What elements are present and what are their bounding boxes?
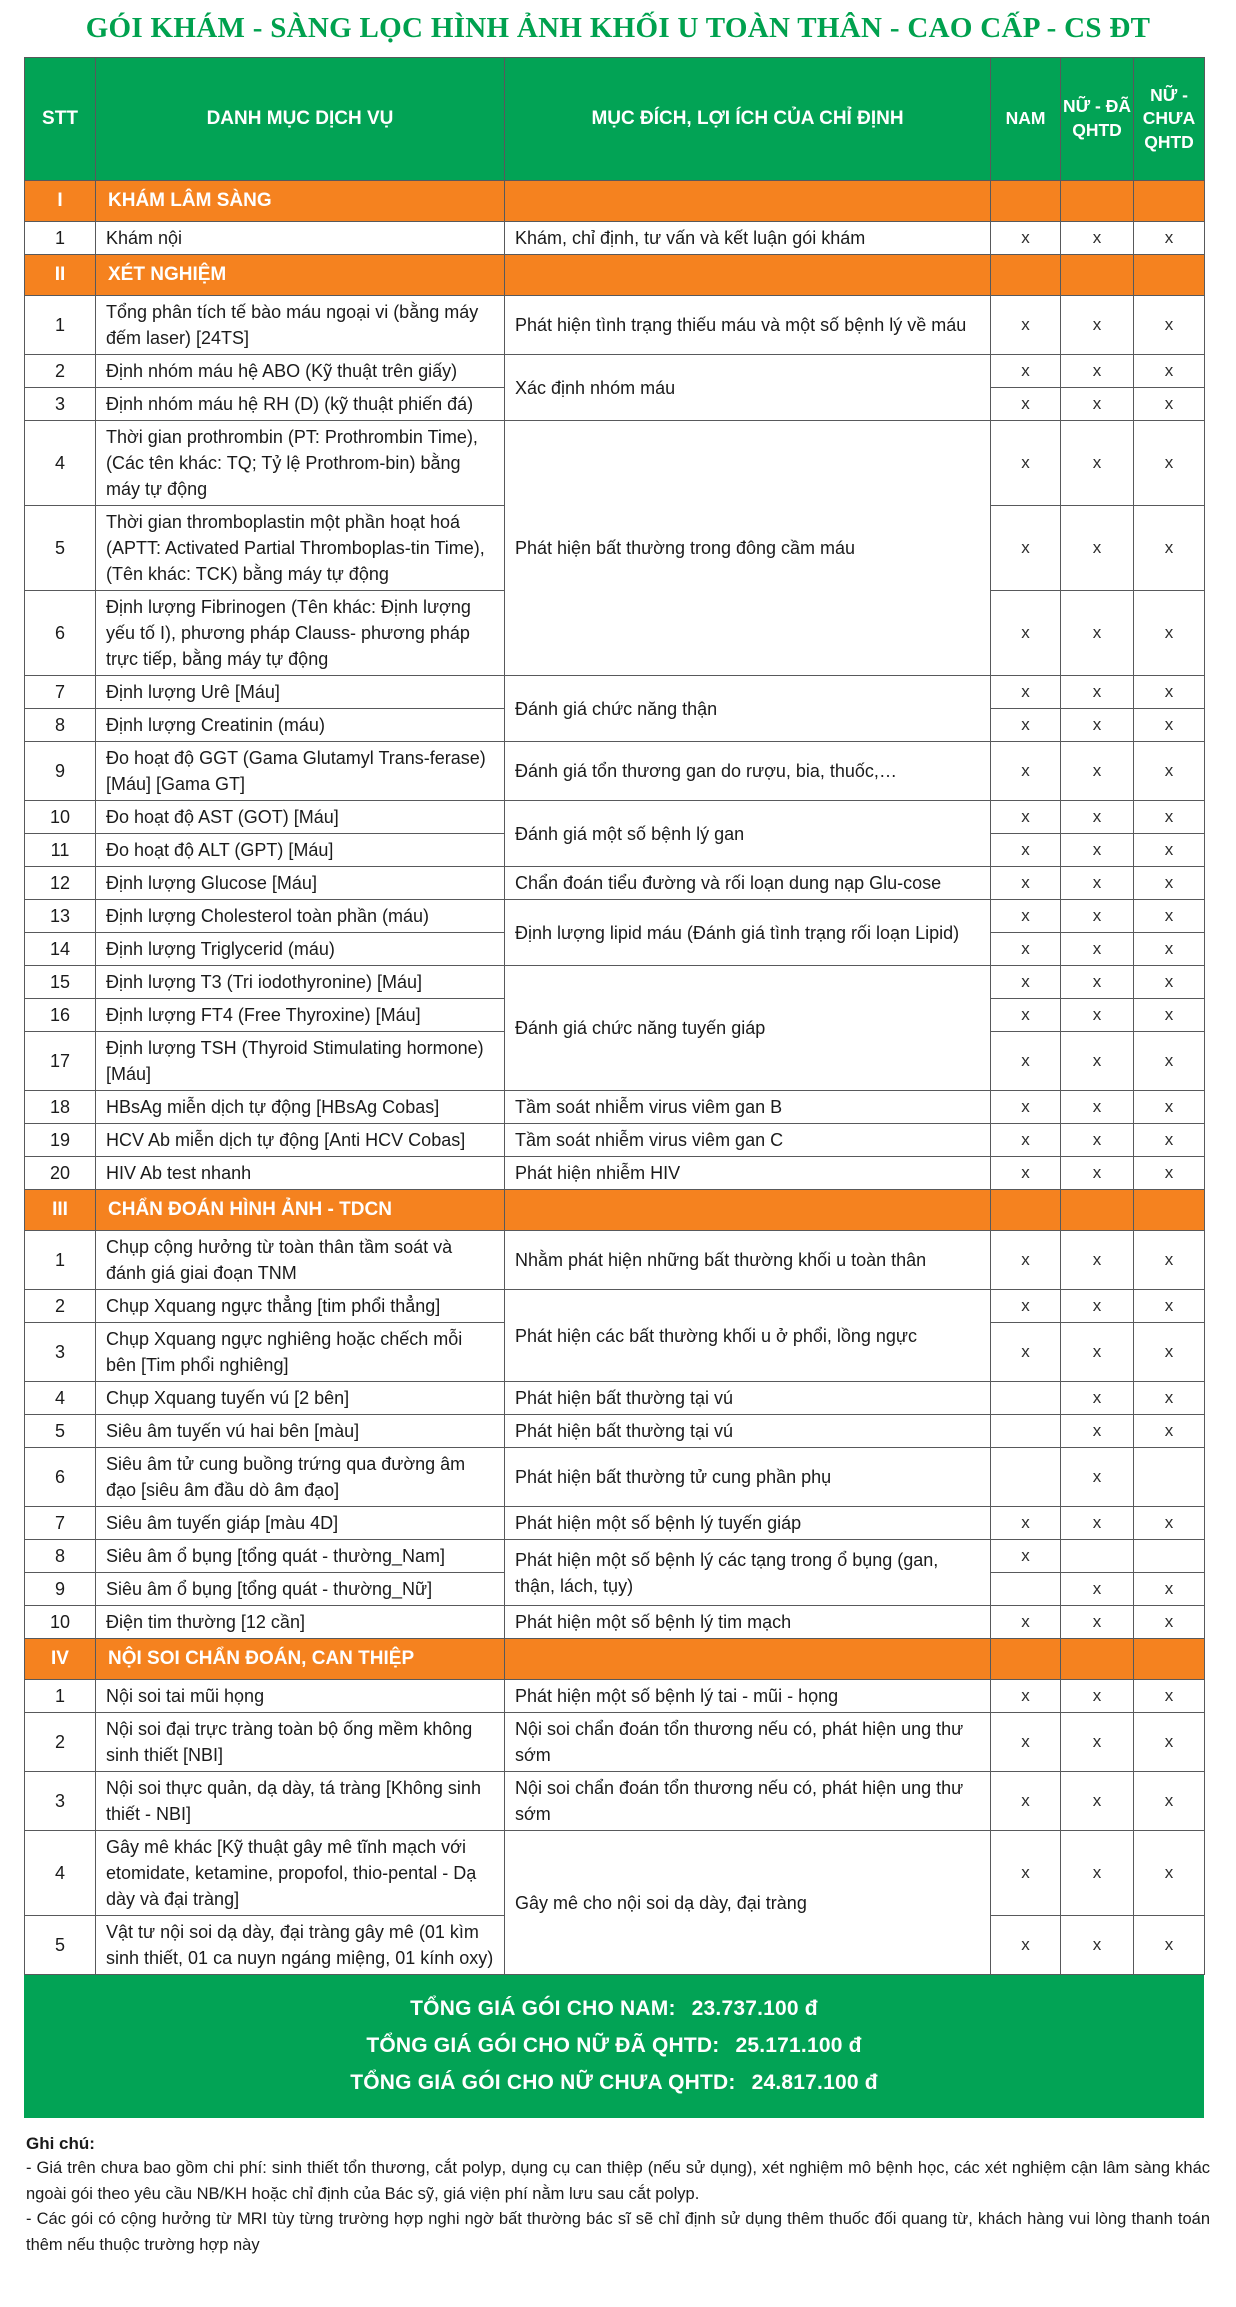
header-purpose: MỤC ĐÍCH, LỢI ÍCH CỦA CHỈ ĐỊNH [505, 58, 991, 181]
section-empty-cell [991, 181, 1061, 222]
section-empty-cell [1134, 1639, 1205, 1680]
purpose-cell: Đánh giá chức năng thận [505, 676, 991, 742]
nu-chua-cell: x [1134, 1157, 1205, 1190]
stt-cell: 6 [25, 1448, 96, 1507]
nu-chua-cell: x [1134, 801, 1205, 834]
service-cell: Định lượng Triglycerid (máu) [96, 933, 505, 966]
nu-da-cell: x [1061, 742, 1134, 801]
section-row-noi-soi [25, 1639, 1205, 1680]
table-row [25, 742, 1205, 801]
section-empty-cell [505, 1190, 991, 1231]
service-cell: Định lượng Glucose [Máu] [96, 867, 505, 900]
nu-da-cell: x [1061, 1772, 1134, 1831]
section-empty-cell [505, 1639, 991, 1680]
section-roman: IV [25, 1639, 96, 1680]
nu-chua-cell: x [1134, 966, 1205, 999]
section-empty-cell [1061, 181, 1134, 222]
table-row [25, 966, 1205, 999]
service-cell: Thời gian prothrombin (PT: Prothrombin Time), (Các tên khác: TQ; Tỷ lệ Prothrom-bin) bằng máy tự động [96, 421, 505, 506]
service-cell: HBsAg miễn dịch tự động [HBsAg Cobas] [96, 1091, 505, 1124]
section-empty-cell [505, 181, 991, 222]
nam-cell: x [991, 933, 1061, 966]
purpose-cell: Phát hiện bất thường tại vú [505, 1382, 991, 1415]
nu-da-cell: x [1061, 1831, 1134, 1916]
nu-chua-cell: x [1134, 1916, 1205, 1975]
nu-chua-cell: x [1134, 1032, 1205, 1091]
nam-cell: x [991, 421, 1061, 506]
nu-chua-cell: x [1134, 1573, 1205, 1606]
nu-da-cell: x [1061, 355, 1134, 388]
nu-chua-cell: x [1134, 933, 1205, 966]
purpose-cell: Gây mê cho nội soi dạ dày, đại tràng [505, 1831, 991, 1975]
total-value: 25.171.100 đ [735, 2034, 862, 2057]
service-cell: Định lượng T3 (Tri iodothyronine) [Máu] [96, 966, 505, 999]
nu-da-cell: x [1061, 1415, 1134, 1448]
stt-cell: 4 [25, 421, 96, 506]
nu-da-cell: x [1061, 296, 1134, 355]
nu-da-cell: x [1061, 506, 1134, 591]
purpose-cell: Tầm soát nhiễm virus viêm gan C [505, 1124, 991, 1157]
service-cell: Điện tim thường [12 cần] [96, 1606, 505, 1639]
header-nu-da-qhtd: NỮ - ĐÃ QHTD [1061, 58, 1134, 181]
header-nam: NAM [991, 58, 1061, 181]
stt-cell: 16 [25, 999, 96, 1032]
nu-chua-cell [1134, 1540, 1205, 1573]
table-row [25, 1540, 1205, 1573]
nam-cell: x [991, 1231, 1061, 1290]
nu-chua-cell: x [1134, 1091, 1205, 1124]
service-cell: Chụp Xquang ngực thẳng [tim phổi thẳng] [96, 1290, 505, 1323]
service-cell: Định lượng Creatinin (máu) [96, 709, 505, 742]
service-cell: Siêu âm tử cung buồng trứng qua đường âm đạo [siêu âm đầu dò âm đạo] [96, 1448, 505, 1507]
nam-cell: x [991, 801, 1061, 834]
table-row [25, 421, 1205, 506]
nu-da-cell: x [1061, 933, 1134, 966]
nu-da-cell [1061, 1540, 1134, 1573]
service-cell: Định lượng Urê [Máu] [96, 676, 505, 709]
stt-cell: 2 [25, 1290, 96, 1323]
stt-cell: 9 [25, 742, 96, 801]
table-row [25, 1606, 1205, 1639]
stt-cell: 2 [25, 355, 96, 388]
nu-chua-cell: x [1134, 506, 1205, 591]
stt-cell: 7 [25, 1507, 96, 1540]
nu-da-cell: x [1061, 867, 1134, 900]
service-cell: Định lượng Cholesterol toàn phần (máu) [96, 900, 505, 933]
table-row [25, 1290, 1205, 1323]
nu-chua-cell: x [1134, 591, 1205, 676]
table-row [25, 867, 1205, 900]
section-empty-cell [1134, 255, 1205, 296]
table-row [25, 1507, 1205, 1540]
section-empty-cell [991, 255, 1061, 296]
purpose-cell: Chẩn đoán tiểu đường và rối loạn dung nạp Glu-cose [505, 867, 991, 900]
stt-cell: 18 [25, 1091, 96, 1124]
service-cell: HCV Ab miễn dịch tự động [Anti HCV Cobas] [96, 1124, 505, 1157]
section-empty-cell [991, 1190, 1061, 1231]
service-cell: Đo hoạt độ ALT (GPT) [Máu] [96, 834, 505, 867]
nam-cell: x [991, 355, 1061, 388]
section-row-chan-doan-hinh-anh [25, 1190, 1205, 1231]
nu-chua-cell: x [1134, 1713, 1205, 1772]
stt-cell: 5 [25, 506, 96, 591]
note-line-pricing: - Giá trên chưa bao gồm chi phí: sinh thiết tổn thương, cắt polyp, dụng cụ can thiệp (nếu sử dụng), xét nghiệm mô bệnh học, các xét nghiệm cận lâm sàng khác ngoài gói theo yêu cầu NB/KH hoặc chỉ định của Bác sỹ, giá viện phí nằm lưu sau cắt polyp. [26, 2159, 1210, 2203]
stt-cell: 10 [25, 1606, 96, 1639]
nu-chua-cell: x [1134, 296, 1205, 355]
stt-cell: 19 [25, 1124, 96, 1157]
section-roman: I [25, 181, 96, 222]
service-cell: Chụp Xquang tuyến vú [2 bên] [96, 1382, 505, 1415]
section-name: CHẨN ĐOÁN HÌNH ẢNH - TDCN [96, 1190, 505, 1231]
service-cell: Định lượng FT4 (Free Thyroxine) [Máu] [96, 999, 505, 1032]
nu-chua-cell: x [1134, 222, 1205, 255]
section-empty-cell [1134, 1190, 1205, 1231]
stt-cell: 5 [25, 1916, 96, 1975]
section-empty-cell [1061, 1639, 1134, 1680]
table-row [25, 1231, 1205, 1290]
service-cell: Siêu âm ổ bụng [tổng quát - thường_Nam] [96, 1540, 505, 1573]
service-cell: Nội soi thực quản, dạ dày, tá tràng [Không sinh thiết - NBI] [96, 1772, 505, 1831]
section-empty-cell [505, 255, 991, 296]
nam-cell: x [991, 834, 1061, 867]
purpose-cell: Phát hiện một số bệnh lý tim mạch [505, 1606, 991, 1639]
nu-da-cell: x [1061, 966, 1134, 999]
nu-da-cell: x [1061, 388, 1134, 421]
purpose-cell: Phát hiện bất thường tử cung phần phụ [505, 1448, 991, 1507]
service-cell: Siêu âm tuyến giáp [màu 4D] [96, 1507, 505, 1540]
nu-chua-cell: x [1134, 355, 1205, 388]
nu-chua-cell: x [1134, 999, 1205, 1032]
purpose-cell: Đánh giá một số bệnh lý gan [505, 801, 991, 867]
stt-cell: 13 [25, 900, 96, 933]
nu-da-cell: x [1061, 999, 1134, 1032]
service-cell: Định nhóm máu hệ ABO (Kỹ thuật trên giấy) [96, 355, 505, 388]
total-label: TỔNG GIÁ GÓI CHO NAM: [410, 1997, 676, 2020]
service-cell: Siêu âm tuyến vú hai bên [màu] [96, 1415, 505, 1448]
stt-cell: 12 [25, 867, 96, 900]
table-row [25, 1415, 1205, 1448]
section-name: KHÁM LÂM SÀNG [96, 181, 505, 222]
stt-cell: 15 [25, 966, 96, 999]
stt-cell: 11 [25, 834, 96, 867]
table-row [25, 801, 1205, 834]
stt-cell: 1 [25, 1231, 96, 1290]
nam-cell: x [991, 1540, 1061, 1573]
nu-chua-cell: x [1134, 676, 1205, 709]
nam-cell: x [991, 1091, 1061, 1124]
notes-heading: Ghi chú: [26, 2134, 95, 2153]
nu-da-cell: x [1061, 1713, 1134, 1772]
service-cell: Đo hoạt độ GGT (Gama Glutamyl Trans-ferase) [Máu] [Gama GT] [96, 742, 505, 801]
nu-da-cell: x [1061, 421, 1134, 506]
nam-cell: x [991, 222, 1061, 255]
purpose-cell: Phát hiện bất thường trong đông cầm máu [505, 421, 991, 676]
purpose-cell: Khám, chỉ định, tư vấn và kết luận gói khám [505, 222, 991, 255]
nu-da-cell: x [1061, 801, 1134, 834]
stt-cell: 7 [25, 676, 96, 709]
section-empty-cell [991, 1639, 1061, 1680]
nu-da-cell: x [1061, 1606, 1134, 1639]
total-value: 24.817.100 đ [751, 2071, 878, 2094]
stt-cell: 2 [25, 1713, 96, 1772]
service-cell: Thời gian thromboplastin một phần hoạt hoá (APTT: Activated Partial Thromboplas-tin Time), (Tên khác: TCK) bằng máy tự động [96, 506, 505, 591]
table-row [25, 1831, 1205, 1916]
header-service: DANH MỤC DỊCH VỤ [96, 58, 505, 181]
nu-da-cell: x [1061, 1290, 1134, 1323]
stt-cell: 1 [25, 296, 96, 355]
stt-cell: 1 [25, 1680, 96, 1713]
nam-cell: x [991, 999, 1061, 1032]
nu-chua-cell: x [1134, 1231, 1205, 1290]
stt-cell: 4 [25, 1382, 96, 1415]
nu-chua-cell: x [1134, 1382, 1205, 1415]
table-row [25, 1680, 1205, 1713]
stt-cell: 20 [25, 1157, 96, 1190]
nam-cell: x [991, 1606, 1061, 1639]
nu-da-cell: x [1061, 1573, 1134, 1606]
nam-cell: x [991, 867, 1061, 900]
nam-cell: x [991, 966, 1061, 999]
purpose-cell: Đánh giá tổn thương gan do rượu, bia, thuốc,… [505, 742, 991, 801]
nu-chua-cell: x [1134, 388, 1205, 421]
purpose-cell: Nội soi chẩn đoán tổn thương nếu có, phát hiện ung thư sớm [505, 1772, 991, 1831]
nu-da-cell: x [1061, 1382, 1134, 1415]
nu-da-cell: x [1061, 222, 1134, 255]
service-package-table [24, 57, 1205, 1975]
purpose-cell: Định lượng lipid máu (Đánh giá tình trạng rối loạn Lipid) [505, 900, 991, 966]
table-header-row [25, 58, 1205, 181]
nam-cell [991, 1415, 1061, 1448]
service-cell: Chụp cộng hưởng từ toàn thân tầm soát và đánh giá giai đoạn TNM [96, 1231, 505, 1290]
nam-cell: x [991, 1157, 1061, 1190]
purpose-cell: Phát hiện một số bệnh lý tai - mũi - họng [505, 1680, 991, 1713]
purpose-cell: Nội soi chẩn đoán tổn thương nếu có, phát hiện ung thư sớm [505, 1713, 991, 1772]
purpose-cell: Phát hiện các bất thường khối u ở phổi, lồng ngực [505, 1290, 991, 1382]
service-cell: Nội soi tai mũi họng [96, 1680, 505, 1713]
table-row [25, 1382, 1205, 1415]
nu-chua-cell: x [1134, 1415, 1205, 1448]
stt-cell: 3 [25, 1323, 96, 1382]
stt-cell: 3 [25, 1772, 96, 1831]
nu-da-cell: x [1061, 900, 1134, 933]
section-row-kham-lam-sang [25, 181, 1205, 222]
purpose-cell: Phát hiện bất thường tại vú [505, 1415, 991, 1448]
header-stt: STT [25, 58, 96, 181]
stt-cell: 4 [25, 1831, 96, 1916]
service-cell: Gây mê khác [Kỹ thuật gây mê tĩnh mạch với etomidate, ketamine, propofol, thio-pental - Dạ dày và đại tràng] [96, 1831, 505, 1916]
total-line-nam [24, 1990, 1204, 2027]
nam-cell [991, 1382, 1061, 1415]
notes [26, 2134, 1210, 2258]
nu-chua-cell: x [1134, 1606, 1205, 1639]
total-line-nu-da-qhtd [24, 2027, 1204, 2064]
nam-cell: x [991, 1290, 1061, 1323]
nam-cell: x [991, 900, 1061, 933]
service-cell: Định nhóm máu hệ RH (D) (kỹ thuật phiến đá) [96, 388, 505, 421]
stt-cell: 8 [25, 1540, 96, 1573]
service-cell: Chụp Xquang ngực nghiêng hoặc chếch mỗi bên [Tim phổi nghiêng] [96, 1323, 505, 1382]
nu-chua-cell [1134, 1448, 1205, 1507]
nu-da-cell: x [1061, 1680, 1134, 1713]
nam-cell: x [991, 1507, 1061, 1540]
nu-chua-cell: x [1134, 1124, 1205, 1157]
total-line-nu-chua-qhtd [24, 2064, 1204, 2101]
table-row [25, 900, 1205, 933]
nu-da-cell: x [1061, 1124, 1134, 1157]
section-empty-cell [1061, 255, 1134, 296]
nu-da-cell: x [1061, 709, 1134, 742]
nam-cell: x [991, 1713, 1061, 1772]
nam-cell: x [991, 676, 1061, 709]
nu-chua-cell: x [1134, 1507, 1205, 1540]
purpose-cell: Đánh giá chức năng tuyến giáp [505, 966, 991, 1091]
nam-cell [991, 1573, 1061, 1606]
service-cell: HIV Ab test nhanh [96, 1157, 505, 1190]
nam-cell: x [991, 1124, 1061, 1157]
nam-cell: x [991, 1831, 1061, 1916]
nu-da-cell: x [1061, 591, 1134, 676]
table-row [25, 1157, 1205, 1190]
nu-da-cell: x [1061, 834, 1134, 867]
nam-cell: x [991, 506, 1061, 591]
nu-da-cell: x [1061, 1032, 1134, 1091]
table-row [25, 355, 1205, 388]
nu-chua-cell: x [1134, 709, 1205, 742]
section-roman: II [25, 255, 96, 296]
table-row [25, 222, 1205, 255]
purpose-cell: Xác định nhóm máu [505, 355, 991, 421]
stt-cell: 3 [25, 388, 96, 421]
nam-cell: x [991, 1772, 1061, 1831]
header-nu-chua-qhtd: NỮ - CHƯA QHTD [1134, 58, 1205, 181]
nam-cell: x [991, 709, 1061, 742]
stt-cell: 8 [25, 709, 96, 742]
nu-chua-cell: x [1134, 1680, 1205, 1713]
nu-da-cell: x [1061, 1091, 1134, 1124]
service-cell: Vật tư nội soi dạ dày, đại tràng gây mê (01 kìm sinh thiết, 01 ca nuyn ngáng miệng, 01 kính oxy) [96, 1916, 505, 1975]
note-line-mri: - Các gói có cộng hưởng từ MRI tùy từng trường hợp nghi ngờ bất thường bác sĩ sẽ chỉ định sử dụng thêm thuốc đối quang từ, khách hàng vui lòng thanh toán thêm nếu thuộc trường hợp này [26, 2210, 1210, 2254]
page-title: GÓI KHÁM - SÀNG LỌC HÌNH ẢNH KHỐI U TOÀN THÂN - CAO CẤP - CS ĐT [85, 12, 1151, 44]
nu-da-cell: x [1061, 1323, 1134, 1382]
section-name: NỘI SOI CHẨN ĐOÁN, CAN THIỆP [96, 1639, 505, 1680]
table-row [25, 1448, 1205, 1507]
nu-da-cell: x [1061, 1507, 1134, 1540]
service-cell: Khám nội [96, 222, 505, 255]
section-roman: III [25, 1190, 96, 1231]
nu-da-cell: x [1061, 1448, 1134, 1507]
stt-cell: 14 [25, 933, 96, 966]
stt-cell: 9 [25, 1573, 96, 1606]
stt-cell: 5 [25, 1415, 96, 1448]
nam-cell: x [991, 1032, 1061, 1091]
nam-cell: x [991, 742, 1061, 801]
table-row [25, 296, 1205, 355]
nu-chua-cell: x [1134, 867, 1205, 900]
purpose-cell: Nhằm phát hiện những bất thường khối u toàn thân [505, 1231, 991, 1290]
nam-cell: x [991, 591, 1061, 676]
nam-cell [991, 1448, 1061, 1507]
table-row [25, 1091, 1205, 1124]
section-empty-cell [1134, 181, 1205, 222]
nu-chua-cell: x [1134, 834, 1205, 867]
table-row [25, 1713, 1205, 1772]
service-cell: Định lượng TSH (Thyroid Stimulating hormone) [Máu] [96, 1032, 505, 1091]
purpose-cell: Phát hiện tình trạng thiếu máu và một số bệnh lý về máu [505, 296, 991, 355]
section-name: XÉT NGHIỆM [96, 255, 505, 296]
table-row [25, 1124, 1205, 1157]
service-cell: Đo hoạt độ AST (GOT) [Máu] [96, 801, 505, 834]
nam-cell: x [991, 1916, 1061, 1975]
nam-cell: x [991, 296, 1061, 355]
nu-chua-cell: x [1134, 1831, 1205, 1916]
total-value: 23.737.100 đ [691, 1997, 818, 2020]
purpose-cell: Phát hiện một số bệnh lý các tạng trong ổ bụng (gan, thận, lách, tụy) [505, 1540, 991, 1606]
service-cell: Định lượng Fibrinogen (Tên khác: Định lượng yếu tố I), phương pháp Clauss- phương pháp trực tiếp, bằng máy tự động [96, 591, 505, 676]
service-cell: Tổng phân tích tế bào máu ngoại vi (bằng máy đếm laser) [24TS] [96, 296, 505, 355]
section-empty-cell [1061, 1190, 1134, 1231]
nu-chua-cell: x [1134, 742, 1205, 801]
nu-chua-cell: x [1134, 421, 1205, 506]
nu-chua-cell: x [1134, 1323, 1205, 1382]
nam-cell: x [991, 1680, 1061, 1713]
nu-da-cell: x [1061, 1916, 1134, 1975]
purpose-cell: Phát hiện một số bệnh lý tuyến giáp [505, 1507, 991, 1540]
table-row [25, 676, 1205, 709]
totals-banner [24, 1975, 1204, 2118]
stt-cell: 17 [25, 1032, 96, 1091]
stt-cell: 10 [25, 801, 96, 834]
nu-chua-cell: x [1134, 900, 1205, 933]
nu-da-cell: x [1061, 1157, 1134, 1190]
nam-cell: x [991, 388, 1061, 421]
purpose-cell: Phát hiện nhiễm HIV [505, 1157, 991, 1190]
service-cell: Nội soi đại trực tràng toàn bộ ống mềm không sinh thiết [NBI] [96, 1713, 505, 1772]
purpose-cell: Tầm soát nhiễm virus viêm gan B [505, 1091, 991, 1124]
total-label: TỔNG GIÁ GÓI CHO NỮ ĐÃ QHTD: [366, 2034, 720, 2057]
nu-chua-cell: x [1134, 1772, 1205, 1831]
stt-cell: 6 [25, 591, 96, 676]
nu-chua-cell: x [1134, 1290, 1205, 1323]
total-label: TỔNG GIÁ GÓI CHO NỮ CHƯA QHTD: [350, 2071, 736, 2094]
section-row-xet-nghiem [25, 255, 1205, 296]
stt-cell: 1 [25, 222, 96, 255]
service-cell: Siêu âm ổ bụng [tổng quát - thường_Nữ] [96, 1573, 505, 1606]
nu-da-cell: x [1061, 676, 1134, 709]
nam-cell: x [991, 1323, 1061, 1382]
table-row [25, 1772, 1205, 1831]
nu-da-cell: x [1061, 1231, 1134, 1290]
